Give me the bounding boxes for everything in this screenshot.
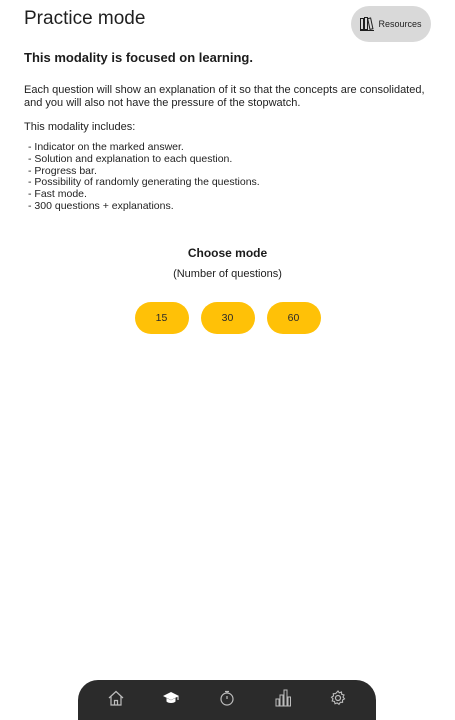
books-icon (360, 17, 374, 31)
nav-settings[interactable] (323, 685, 353, 715)
graduation-cap-icon (162, 689, 180, 712)
mode-buttons (0, 302, 455, 334)
list-item: - Possibility of randomly generating the questions. (28, 176, 260, 189)
choose-mode-title: Choose mode (187, 246, 268, 260)
mode-15-button[interactable]: 15 (135, 302, 189, 334)
nav-home[interactable] (101, 685, 131, 715)
nav-learning[interactable] (156, 685, 186, 715)
modality-description: Each question will show an explanation of it so that the concepts are consolidated, and you will also not have the pressure of the stopwatch. (24, 84, 425, 109)
home-icon (107, 689, 125, 712)
list-item: - Solution and explanation to each question. (28, 152, 233, 165)
page-title: Practice mode (24, 8, 146, 29)
mode-60-button[interactable]: 60 (267, 302, 321, 334)
resources-button[interactable] (351, 6, 431, 42)
mode-30-button[interactable]: 30 (201, 302, 255, 334)
nav-timer[interactable] (212, 685, 242, 715)
resources-label: Resources (378, 19, 422, 29)
list-item: - Progress bar. (28, 164, 97, 177)
choose-mode-subtitle: (Number of questions) (173, 268, 282, 280)
list-item: - 300 questions + explanations. (28, 199, 174, 212)
settings-gear-icon (329, 689, 347, 712)
feature-list (28, 142, 260, 213)
includes-label: This modality includes: (24, 121, 136, 133)
nav-stats[interactable] (268, 685, 298, 715)
header (24, 8, 431, 32)
list-item: - Fast mode. (28, 188, 87, 201)
modality-subtitle: This modality is focused on learning. (24, 50, 253, 65)
stopwatch-icon (218, 689, 236, 712)
list-item: - Indicator on the marked answer. (28, 141, 184, 153)
stats-bars-icon (274, 689, 292, 712)
bottom-nav (78, 680, 376, 720)
